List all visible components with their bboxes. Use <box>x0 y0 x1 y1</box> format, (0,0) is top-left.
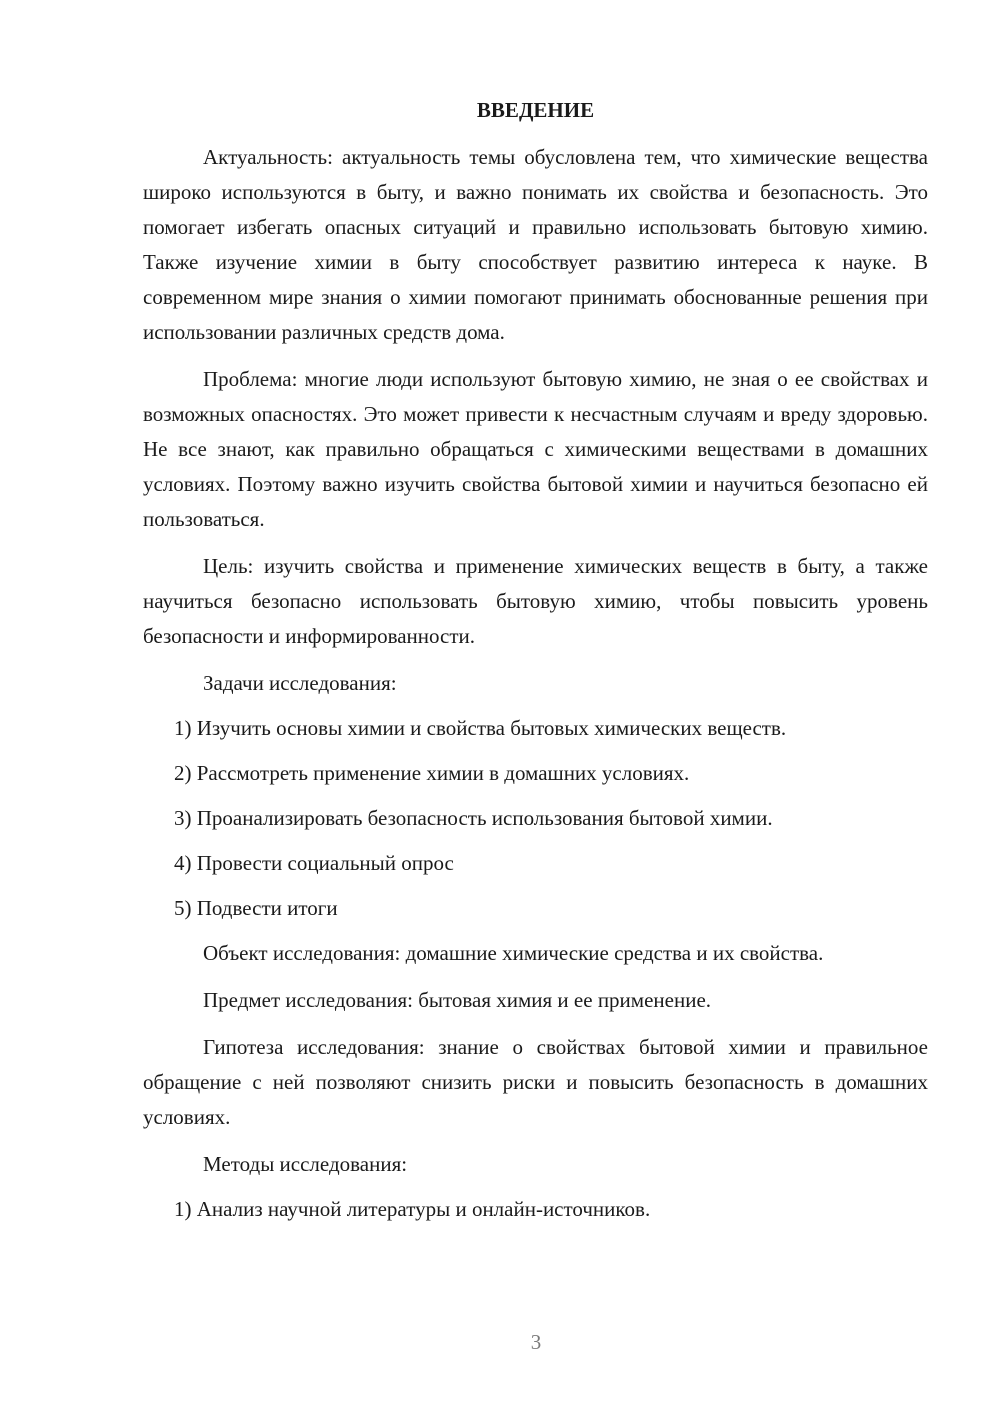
task-item: 3) Проанализировать безопасность использования бытовой химии. <box>174 806 773 830</box>
subject-paragraph: Предмет исследования: бытовая химия и ее применение. <box>203 988 712 1012</box>
relevance-paragraph: Актуальность: актуальность темы обусловлена тем, что химические вещества широко используются в быту, и важно понимать их свойства и безопасность. Это помогает избегать опасных ситуаций и правильно использовать бытовую химию. Также изучение химии в быту способствует развитию интереса к науке. В современном мире знания о химии помогают принимать обоснованные решения при использовании различных средств дома. <box>143 145 928 344</box>
goal-paragraph: Цель: изучить свойства и применение химических веществ в быту, а также научиться безопасно использовать бытовую химию, чтобы повысить уровень безопасности и информированности. <box>143 554 928 648</box>
task-item: 5) Подвести итоги <box>174 896 338 920</box>
problem-paragraph: Проблема: многие люди используют бытовую химию, не зная о ее свойствах и возможных опасностях. Это может привести к несчастным случаям и вреду здоровью. Не все знают, как правильно обращаться с химическими веществами в домашних условиях. Поэтому важно изучить свойства бытовой химии и научиться безопасно ей пользоваться. <box>143 367 928 531</box>
page-number: 3 <box>530 1330 542 1354</box>
task-item: 2) Рассмотреть применение химии в домашних условиях. <box>174 761 690 785</box>
method-item: 1) Анализ научной литературы и онлайн-источников. <box>174 1197 651 1221</box>
document-page <box>143 92 928 1237</box>
task-item: 1) Изучить основы химии и свойства бытовых химических веществ. <box>174 716 787 740</box>
task-item: 4) Провести социальный опрос <box>174 851 454 875</box>
hypothesis-paragraph: Гипотеза исследования: знание о свойствах бытовой химии и правильное обращение с ней позволяют снизить риски и повысить безопасность в домашних условиях. <box>143 1035 928 1129</box>
methods-heading: Методы исследования: <box>203 1152 408 1176</box>
section-title: ВВЕДЕНИЕ <box>476 98 595 122</box>
tasks-heading: Задачи исследования: <box>203 671 397 695</box>
object-paragraph: Объект исследования: домашние химические средства и их свойства. <box>203 941 824 965</box>
